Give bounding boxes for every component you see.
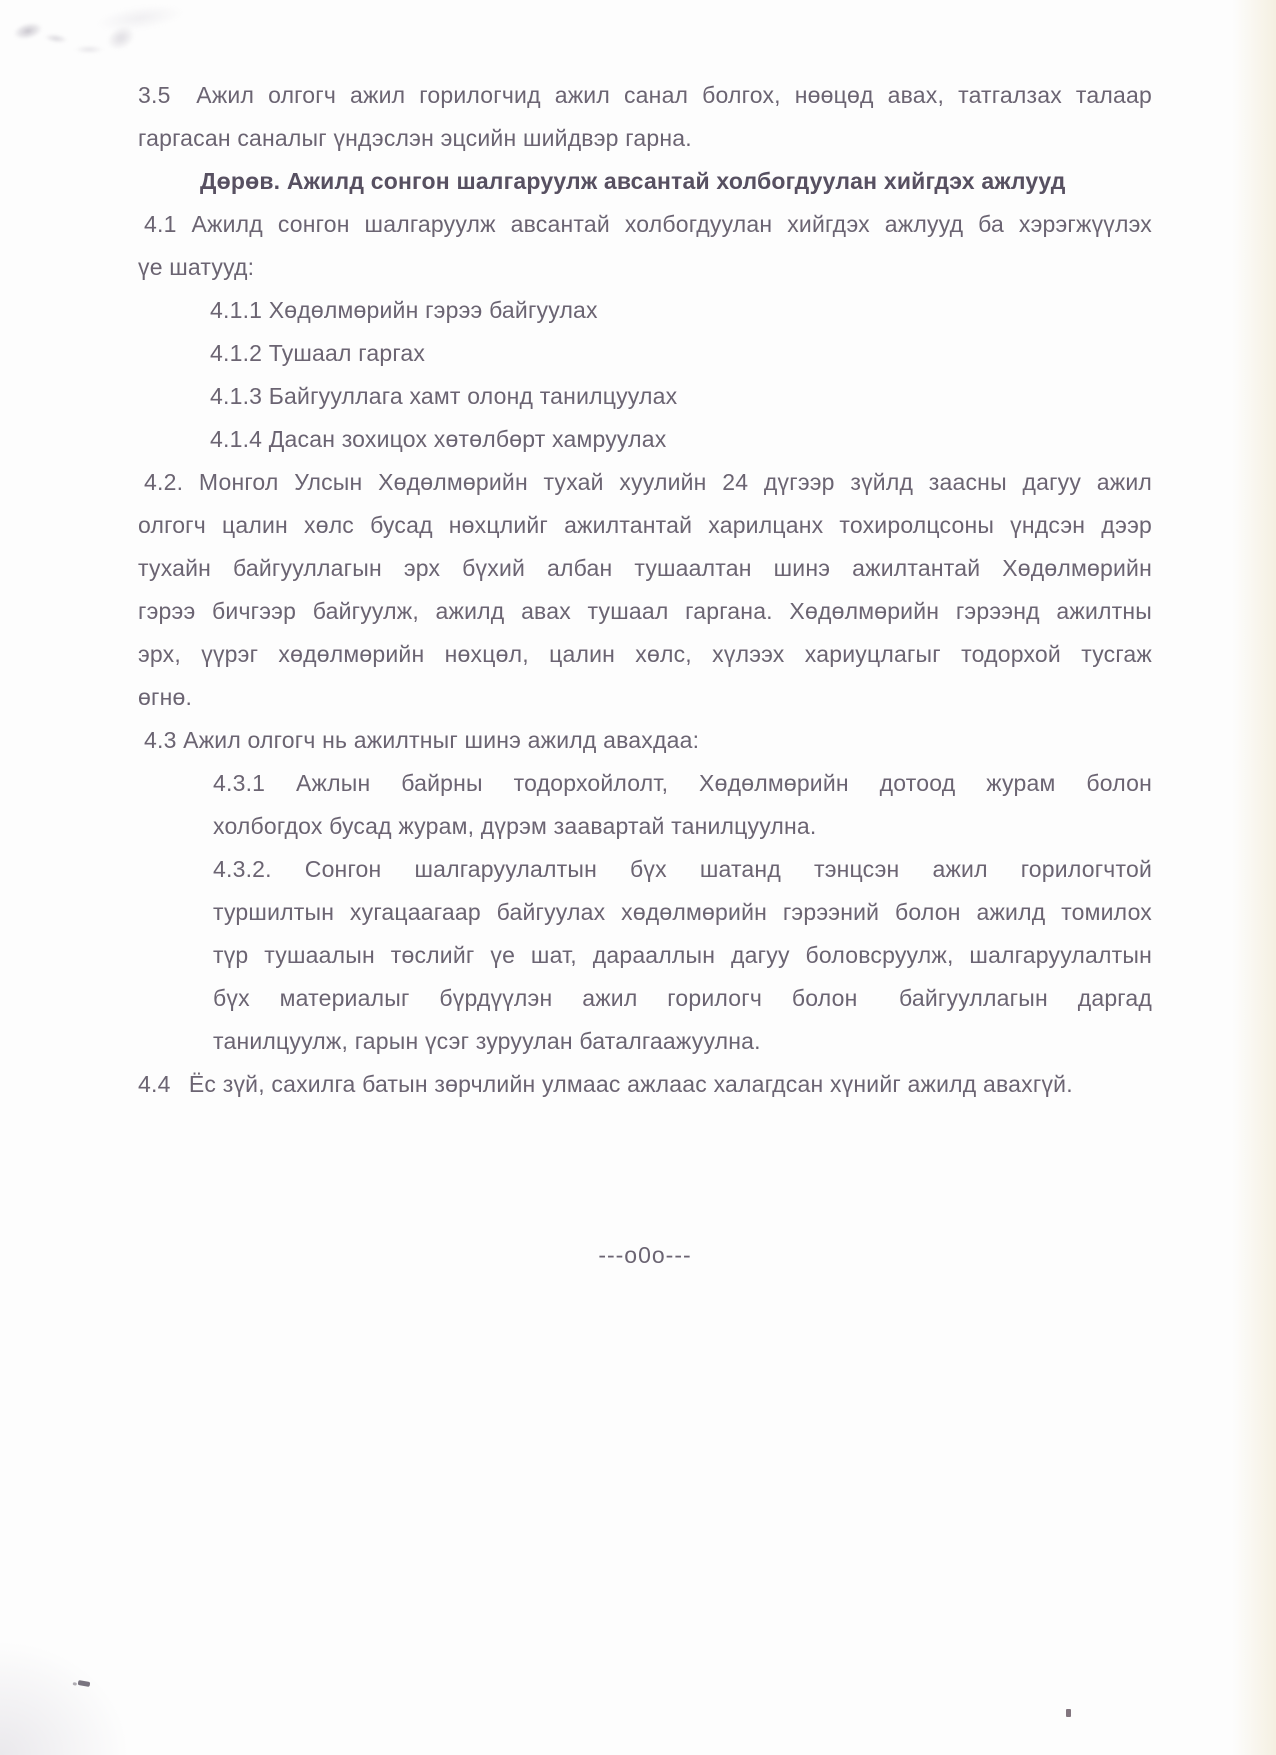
footer-mark: ---о0о---	[598, 1242, 692, 1268]
text-line: 3.5 Ажил олгогч ажил горилогчид ажил санал болгох, нөөцөд авах, татгалзах талаар	[138, 82, 1152, 108]
text-line: 4.3 Ажил олгогч нь ажилтныг шинэ ажилд авахдаа:	[144, 727, 700, 753]
paragraph-4-3	[138, 719, 1152, 762]
scan-smudge	[74, 45, 104, 54]
text-line: 4.3.2. Сонгон шалгаруулалтын бүх шатанд тэнцсэн ажил горилогчтой	[213, 856, 1152, 882]
section-heading-four	[138, 160, 1152, 203]
text-line: түр тушаалын төслийг үе шат, дарааллын дагуу боловсруулж, шалгаруулалтын	[213, 942, 1152, 968]
text-line: олгогч цалин хөлс бусад нөхцлийг ажилтантай харилцанх тохиролцсоны үндсэн дээр	[138, 512, 1152, 538]
text-line: 4.3.1 Ажлын байрны тодорхойлолт, Хөдөлмөрийн дотоод журам болон	[213, 770, 1152, 796]
text-line: үе шатууд:	[138, 254, 255, 280]
paragraph-3-5	[138, 74, 1152, 160]
document-body	[138, 74, 1152, 1106]
text-line: эрх, үүрэг хөдөлмөрийн нөхцөл, цалин хөлс, хүлээх хариуцлагыг тодорхой тусгаж	[138, 641, 1152, 667]
paragraph-4-1	[138, 203, 1152, 289]
paragraph-4-4	[138, 1063, 1152, 1106]
text-line: гэрээ бичгээр байгуулж, ажилд авах тушаал гаргана. Хөдөлмөрийн гэрээнд ажилтны	[138, 598, 1152, 624]
list-4-1-items	[210, 289, 1152, 461]
document-content	[138, 74, 1152, 1277]
scan-smudge	[103, 21, 140, 55]
text-line: танилцуулж, гарын үсэг зуруулан баталгаажуулна.	[213, 1028, 761, 1054]
scan-edge-tint	[1232, 0, 1276, 1755]
text-line: холбогдох бусад журам, дүрэм заавартай танилцуулна.	[213, 813, 817, 839]
text-line: 4.1.3 Байгууллага хамт олонд танилцуулах	[210, 383, 678, 409]
scan-smudge	[95, 0, 185, 36]
text-line: 4.2. Монгол Улсын Хөдөлмөрийн тухай хуулийн 24 дүгээр зүйлд заасны дагуу ажил	[144, 469, 1152, 495]
text-line: туршилтын хугацаагаар байгуулах хөдөлмөрийн гэрээний болон ажилд томилох	[213, 899, 1152, 925]
text-line: гаргасан саналыг үндэслэн эцсийн шийдвэр гарна.	[138, 125, 692, 151]
text-line: Дөрөв. Ажилд сонгон шалгаруулж авсантай холбогдуулан хийгдэх ажлууд	[200, 168, 1066, 194]
paragraph-4-2	[138, 461, 1152, 719]
text-line: 4.1 Ажилд сонгон шалгаруулж авсантай холбогдуулан хийгдэх ажлууд ба хэрэгжүүлэх	[144, 211, 1152, 237]
text-line: 4.1.2 Тушаал гаргах	[210, 340, 426, 366]
scan-smudge	[43, 32, 68, 44]
text-line: бүх материалыг бүрдүүлэн ажил горилогч болон байгууллагын даргад	[213, 985, 1152, 1011]
text-line: 4.1.1 Хөдөлмөрийн гэрээ байгуулах	[210, 297, 598, 323]
text-line: өгнө.	[138, 684, 193, 710]
pen-tick-mark	[78, 1680, 91, 1687]
text-line: тухайн байгууллагын эрх бүхий албан тушаалтан шинэ ажилтантай Хөдөлмөрийн	[138, 555, 1152, 581]
paragraph-4-3-2	[213, 848, 1152, 1063]
ink-dot-mark	[1066, 1709, 1071, 1717]
text-line: 4.1.4 Дасан зохицох хөтөлбөрт хамруулах	[210, 426, 667, 452]
text-line: 4.4 Ёс зүй, сахилга батын зөрчлийн улмаас ажлаас халагдсан хүнийг ажилд авахгүй.	[138, 1071, 1073, 1097]
paragraph-4-3-1	[213, 762, 1152, 848]
scan-smudge	[12, 20, 45, 43]
scan-corner-shade	[0, 1640, 130, 1755]
